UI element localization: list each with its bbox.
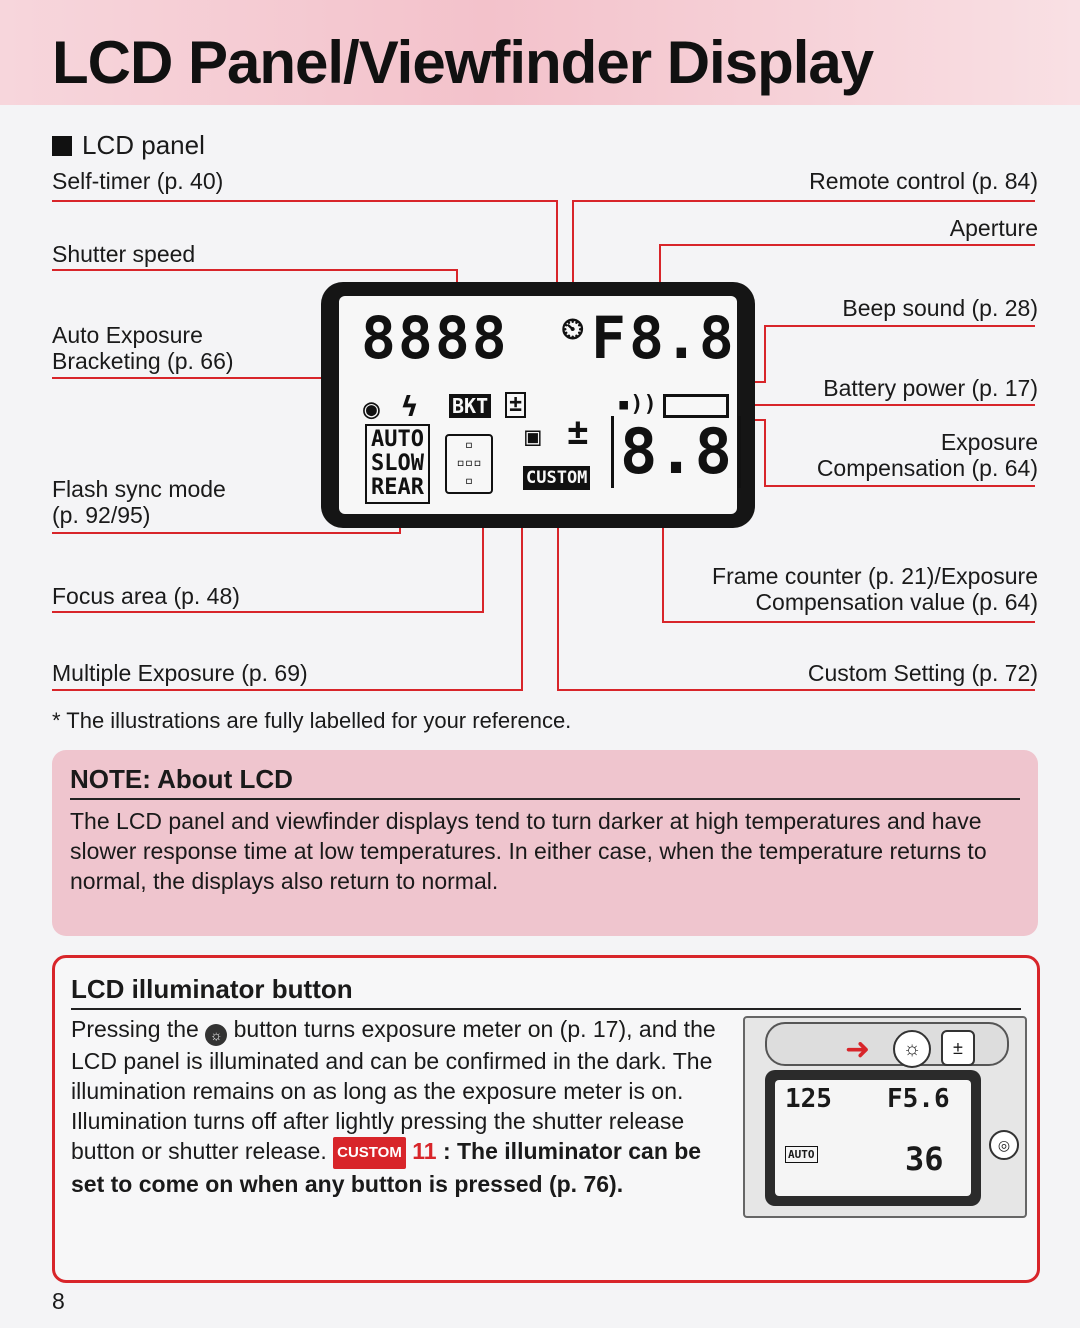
note-text: The LCD panel and viewfinder displays tend to turn darker at high temperatures and have slower response time at low temperatures. In either case, when the temperature returns to normal, the displays also return to normal. [70, 808, 987, 894]
label-focus-area: Focus area (p. 48) [52, 583, 240, 609]
label-aeb-1: Auto Exposure [52, 322, 203, 348]
lcd-plus-minus: ± [567, 412, 589, 453]
flash-icon: ϟ [401, 390, 418, 423]
label-shutter-speed: Shutter speed [52, 241, 196, 267]
label-multiple-exposure: Multiple Exposure (p. 69) [52, 660, 308, 686]
illuminator-section [52, 955, 1040, 1283]
lcd-shutter-digits: 8888 [361, 304, 509, 372]
lcd-aperture-digits: 8.8 [629, 304, 734, 372]
beep-icon: ▪)) [617, 392, 657, 417]
label-battery-power: Battery power (p. 17) [823, 375, 1038, 401]
label-frame-counter-1: Frame counter (p. 21)/Exposure [712, 563, 1038, 589]
camera-counter-value: 36 [905, 1140, 944, 1178]
page-title: LCD Panel/Viewfinder Display [52, 29, 874, 96]
lcd-rear: REAR [371, 475, 424, 500]
label-custom-setting: Custom Setting (p. 72) [807, 660, 1038, 686]
illuminator-title: LCD illuminator button [71, 974, 353, 1004]
lcd-slow: SLOW [371, 451, 424, 476]
footnote: * The illustrations are fully labelled for your reference. [52, 708, 572, 733]
label-beep-sound: Beep sound (p. 28) [842, 295, 1038, 321]
illuminator-text [71, 1014, 721, 1199]
label-flash-1: Flash sync mode [52, 476, 226, 502]
note-title: NOTE: About LCD [70, 764, 293, 794]
camera-lcd-screen [775, 1080, 971, 1196]
lcd-bkt: BKT [449, 394, 491, 418]
exposure-comp-icon: ± [505, 392, 526, 418]
camera-shutter-value: 125 [785, 1084, 832, 1114]
lcd-panel-illustration [321, 282, 755, 528]
section-heading-text: LCD panel [82, 130, 205, 160]
label-remote-control: Remote control (p. 84) [809, 168, 1038, 194]
label-aeb-2: Bracketing (p. 66) [52, 348, 234, 374]
custom-setting-text: : The illuminator can be set to come on when any button is pressed (p. 76). [71, 1138, 702, 1197]
flash-mode-box [365, 424, 430, 504]
label-frame-counter-2: Compensation value (p. 64) [755, 589, 1038, 615]
label-self-timer: Self-timer (p. 40) [52, 168, 224, 194]
illuminator-text-before: Pressing the [71, 1016, 199, 1042]
camera-top-illustration [743, 1016, 1027, 1218]
lcd-custom: CUSTOM [523, 466, 590, 490]
lcd-auto: AUTO [371, 427, 424, 452]
lcd-screen [339, 296, 737, 514]
lcd-counter-digits: 8.8 [611, 416, 741, 488]
red-eye-icon: ◉ [363, 392, 380, 425]
custom-setting-tag: CUSTOM [333, 1137, 406, 1169]
camera-aperture-value: F5.6 [887, 1084, 950, 1114]
note-about-lcd [52, 750, 1038, 936]
illuminator-dial-icon[interactable]: ☼ [893, 1030, 931, 1068]
illuminator-button-icon: ☼ [205, 1024, 227, 1046]
self-timer-icon: ⏲ [561, 312, 585, 347]
label-flash-2: (p. 92/95) [52, 502, 151, 528]
note-divider [70, 798, 1020, 800]
camera-auto-label: AUTO [785, 1146, 818, 1163]
custom-setting-number: 11 [412, 1138, 437, 1164]
label-exp-comp-2: Compensation (p. 64) [816, 455, 1038, 481]
label-exp-comp-1: Exposure [940, 429, 1038, 455]
camera-lcd-frame [765, 1070, 981, 1206]
label-aperture: Aperture [949, 215, 1038, 241]
arrow-icon: ➜ [845, 1033, 871, 1066]
remote-sensor-icon: ◎ [989, 1130, 1019, 1160]
multiple-exposure-icon: ▣ [525, 422, 541, 452]
lcd-aperture-prefix: F [591, 304, 626, 372]
illuminator-text-after: button turns exposure meter on (p. 17), and the LCD panel is illuminated and can be confirmed in the dark. The illumination remains on as long as the exposure meter is on. Illumination turns off after lightly pressing the shutter release button or shutter release. [71, 1016, 716, 1164]
illuminator-divider [71, 1008, 1021, 1010]
focus-area-indicator: ▫ ▫▫▫ ▫ [445, 434, 493, 494]
page-number: 8 [52, 1288, 65, 1314]
exposure-comp-button-icon[interactable]: ± [941, 1030, 975, 1066]
